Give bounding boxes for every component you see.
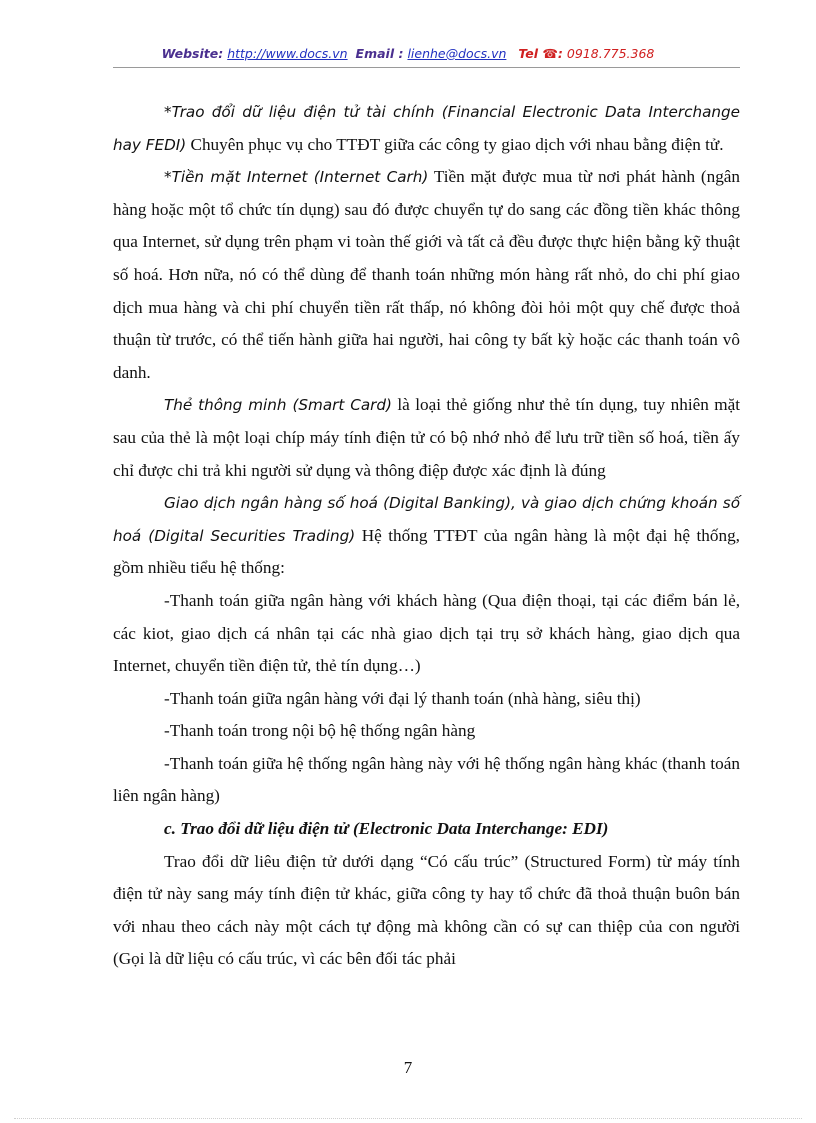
list-item-internal-payment: -Thanh toán trong nội bộ hệ thống ngân hàng [164,721,476,741]
paragraph-internet-cash [113,161,740,389]
tel-number: 0918.775.368 [566,46,655,61]
section-heading-edi: c. Trao đổi dữ liệu điện tử (Electronic Data Interchange: EDI) [164,819,609,839]
term-smart-card: Thẻ thông minh (Smart Card) [164,396,392,415]
paragraph-digital-banking [113,487,740,585]
website-link[interactable]: http://www.docs.vn [227,46,348,61]
header-divider [113,67,740,68]
paragraph-digital-banking-text: Hệ thống TTĐT của ngân hàng là một đại hệ thống, gồm nhiều tiểu hệ thống: [113,525,740,578]
term-fedi: *Trao đổi dữ liệu điện tử tài chính (Financial Electronic Data Interchange hay FEDI) [113,103,740,154]
paragraph-internet-cash-text: Tiền mặt được mua từ nơi phát hành (ngân hàng hoặc một tổ chức tín dụng) sau đó được chuyển tự do sang các đồng tiền khác thông qua Internet, sử dụng trên phạm vi toàn thế giới và tất cả đều được thực hiện bằng kỹ thuật số hoá. Hơn nữa, nó có thể dùng để thanh toán những món hàng rất nhỏ, do chi phí giao dịch mua hàng và chi phí chuyển tiền rất thấp, nó không đòi hỏi một quy chế được thoả thuận từ trước, có thể tiến hành giữa hai người, hai công ty bất kỳ hoặc các thanh toán vô danh. [113,167,741,382]
page-bottom-border [14,1118,802,1119]
document-body [113,96,740,976]
page-number: 7 [403,1058,413,1077]
term-internet-cash: *Tiền mặt Internet (Internet Carh) [164,168,429,187]
page-header [0,46,816,61]
term-digital-banking: Giao dịch ngân hàng số hoá (Digital Banking), và giao dịch chứng khoán số hoá (Digital Securities Trading) [113,494,740,545]
email-label: Email : [355,46,404,61]
list-item-interbank-payment: -Thanh toán giữa hệ thống ngân hàng này với hệ thống ngân hàng khác (thanh toán liên ngân hàng) [113,753,740,806]
list-item-customer-payment: -Thanh toán giữa ngân hàng với khách hàng (Qua điện thoại, tại các điểm bán lẻ, các kiot, giao dịch cá nhân tại các nhà giao dịch tại trụ sở khách hàng, giao dịch qua Internet, chuyển tiền điện tử, thẻ tín dụng…) [113,590,740,676]
website-label: Website: [161,46,224,61]
paragraph-smart-card-text: là loại thẻ giống như thẻ tín dụng, tuy nhiên mặt sau của thẻ là một loại chíp máy tính điện tử có bộ nhớ nhỏ để lưu trữ tiền số hoá, tiền ấy chỉ được chi trả khi người sử dụng và thông điệp được xác định là đúng [113,395,740,480]
paragraph-edi: Trao đổi dữ liêu điện tử dưới dạng “Có cấu trúc” (Structured Form) từ máy tính điện tử này sang máy tính điện tử khác, giữa công ty hay tổ chức đã thoả thuận buôn bán với nhau theo cách này một cách tự động mà không cần có sự can thiệp của con người (Gọi là dữ liệu có cấu trúc, vì các bên đối tác phải [113,851,740,969]
list-item-agent-payment: -Thanh toán giữa ngân hàng với đại lý thanh toán (nhà hàng, siêu thị) [164,688,641,708]
paragraph-fedi [113,96,740,161]
tel-label: Tel ☎: [518,46,563,61]
paragraph-fedi-text: Chuyên phục vụ cho TTĐT giữa các công ty giao dịch với nhau bằng điện tử. [186,134,724,154]
email-link[interactable]: lienhe@docs.vn [407,46,507,61]
paragraph-smart-card [113,389,740,487]
